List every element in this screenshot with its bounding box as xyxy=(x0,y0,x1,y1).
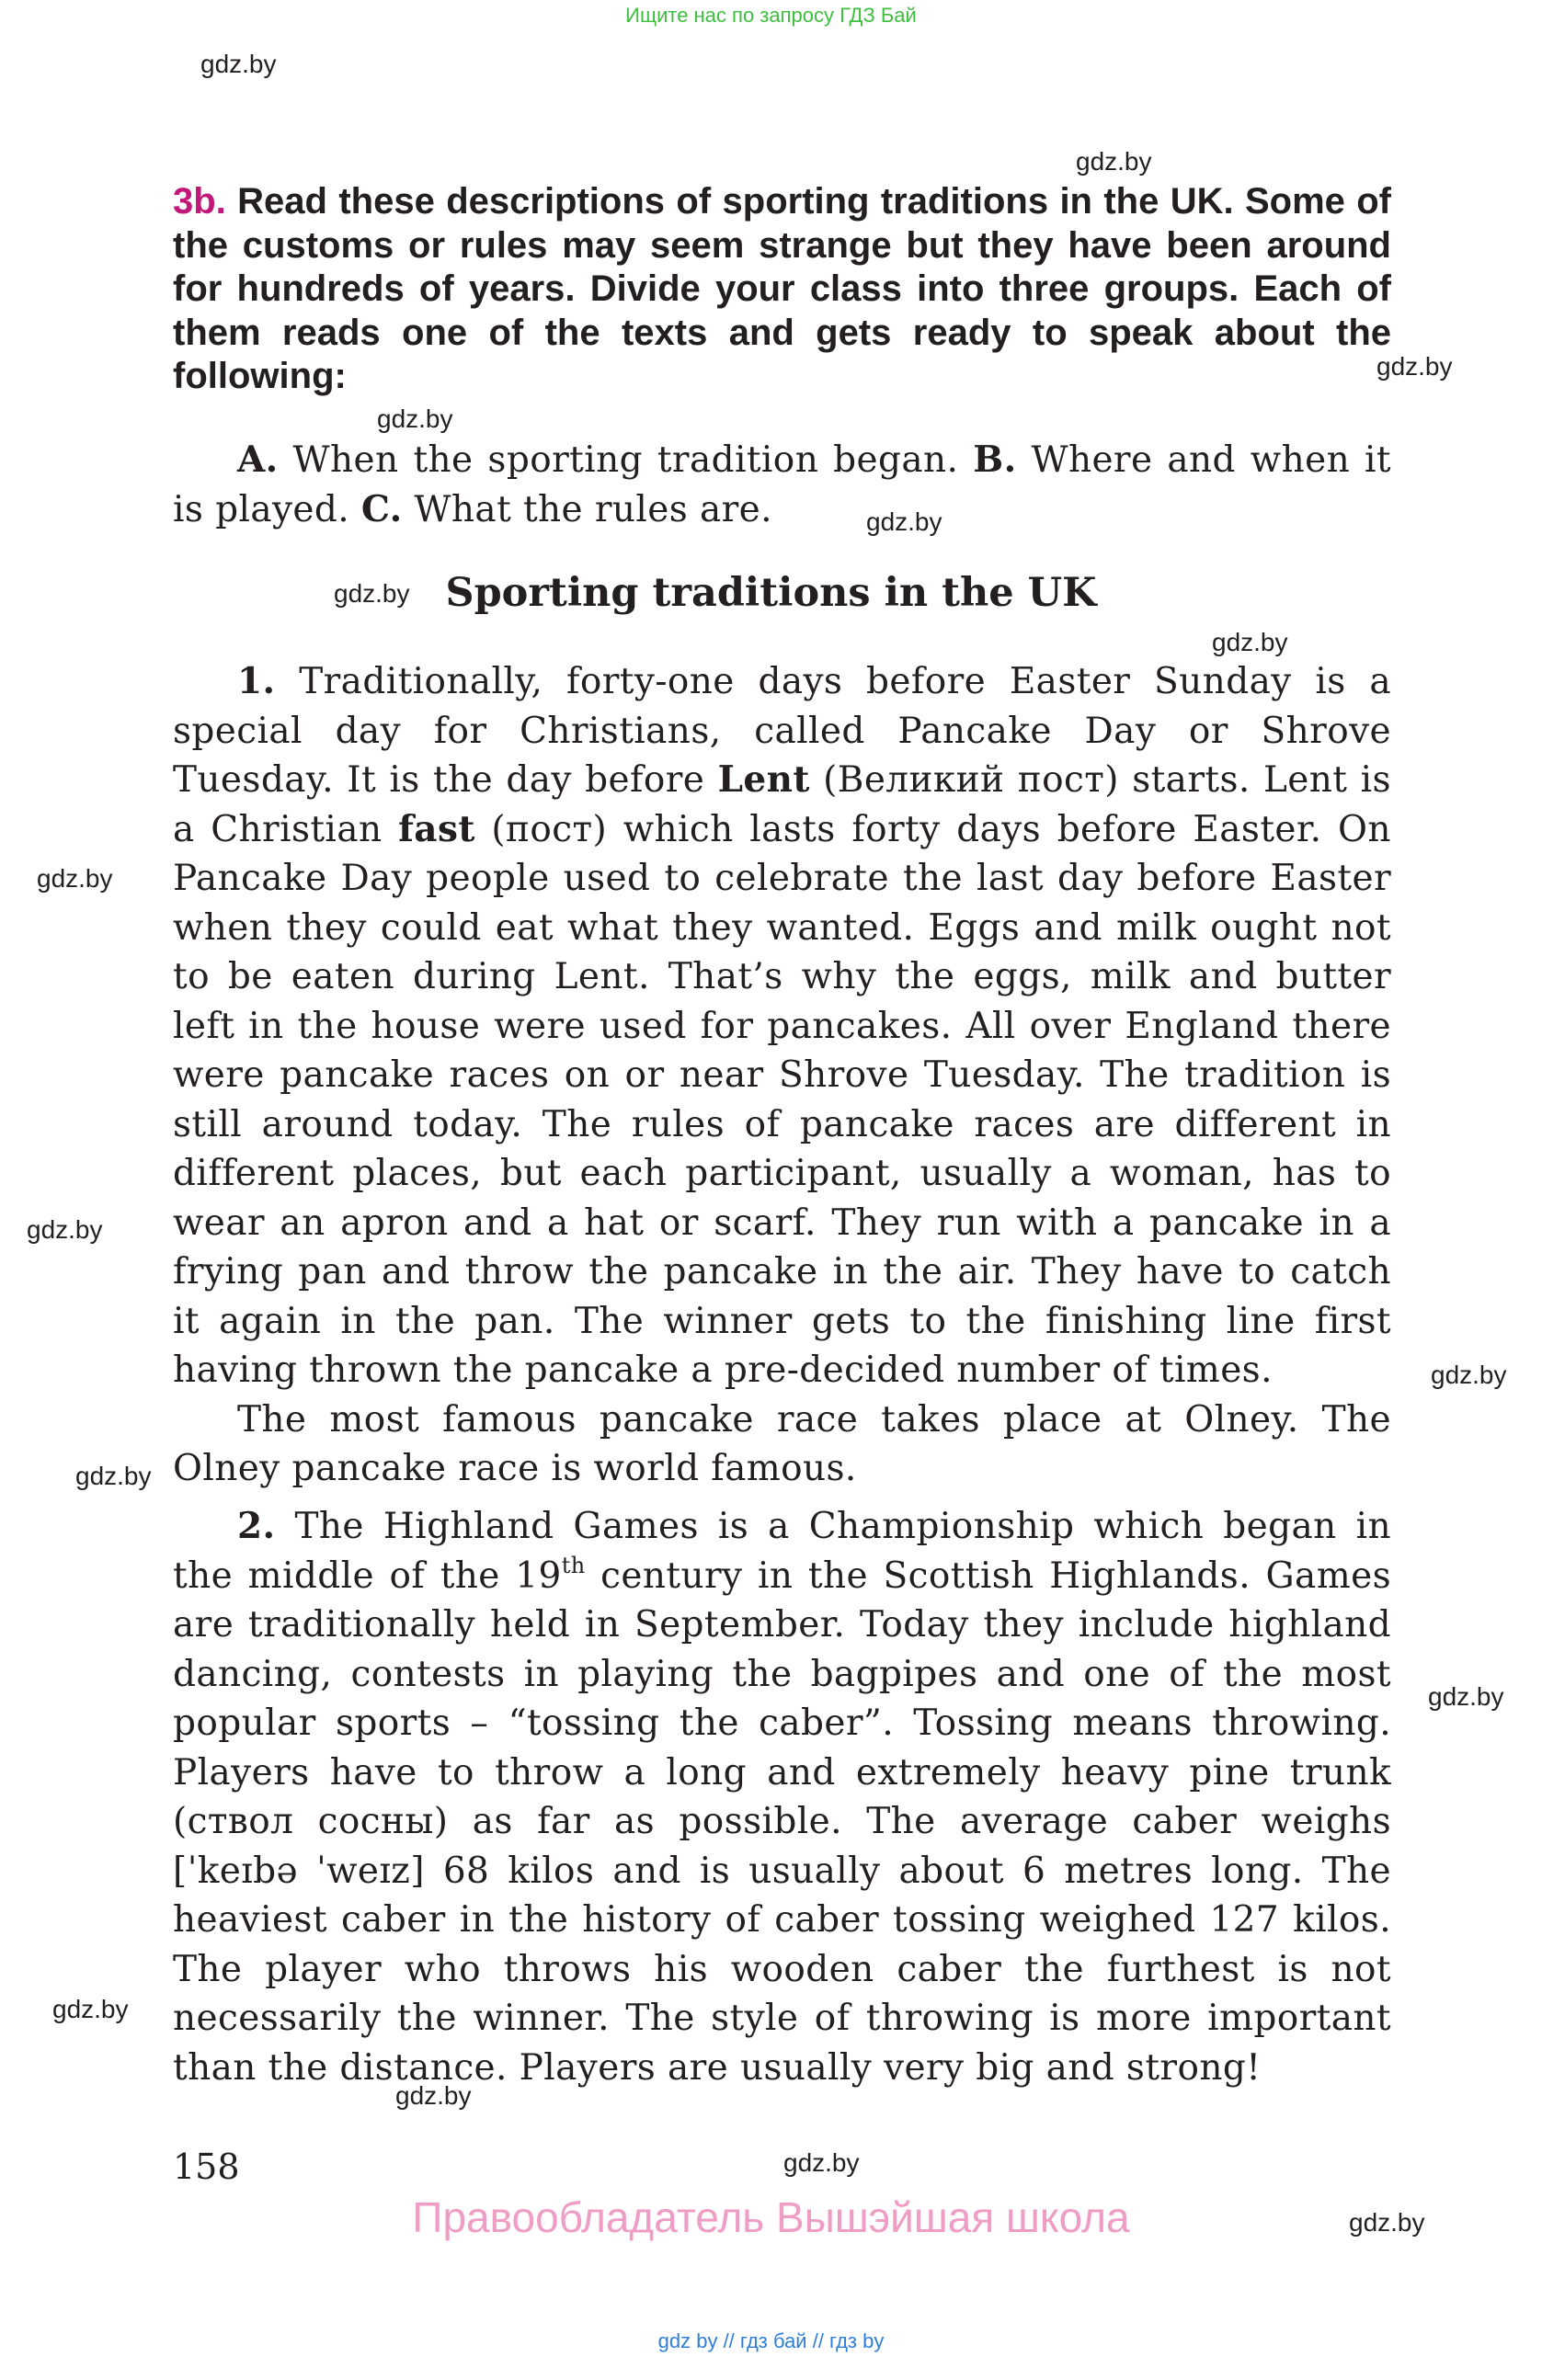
footer-links[interactable]: gdz by // гдз бай // гдз by xyxy=(657,2329,885,2352)
question-c-label: C. xyxy=(360,487,403,530)
translation-fast: (пост) xyxy=(491,808,608,850)
watermark: gdz.by xyxy=(1076,147,1152,176)
superscript-th: th xyxy=(561,1552,586,1578)
text-2-part: century in the Scottish Highlands. Games are traditionally held in September. Today they include highland dancing, contests in playing the bagpipes and one of the most popular sports – “tossing the caber”. Tossing means throwing. Players have to throw a long and extremely heavy pine trunk xyxy=(173,1554,1391,1794)
term-fast: fast xyxy=(398,807,475,850)
question-a-label: A. xyxy=(237,438,279,481)
watermark: gdz.by xyxy=(27,1215,103,1244)
watermark: gdz.by xyxy=(200,50,277,78)
watermark: gdz.by xyxy=(395,2081,472,2110)
watermark: gdz.by xyxy=(1428,1682,1504,1711)
watermark: gdz.by xyxy=(1376,352,1453,381)
task-questions xyxy=(173,436,1391,534)
watermark: gdz.by xyxy=(866,507,942,536)
text-2 xyxy=(173,1502,1391,2092)
watermark: gdz.by xyxy=(1349,2208,1425,2237)
text-1-part: Traditionally, forty-one days before Easter Sunday is a special day for Christians, called Pancake Day or Shrove Tuesday. It is the day before xyxy=(173,661,1391,801)
watermark: gdz.by xyxy=(52,1995,129,2023)
text-1-part: which lasts forty days before Easter. On Pancake Day people used to celebrate the last day before Easter when they could eat what they wanted. Eggs and milk ought not to be eaten during Lent. That’s why the eggs, milk and butter left in the house were used for pancakes. All over England there were pancake races on or near Shrove Tuesday. The tradition is still around today. The rules of pancake races are different in different places, but each participant, usually a woman, has to wear an apron and a hat or scarf. They run with a pancake in a frying pan and throw the pancake in the air. They have to catch it again in the pan. The winner gets to the finishing line first having thrown the pancake a pre-decided number of times. xyxy=(173,808,1391,1391)
term-lent: Lent xyxy=(717,758,810,801)
task-number: 3b. xyxy=(173,181,226,222)
question-b-label: B. xyxy=(973,438,1017,481)
translation-pine-trunk: (ствол сосны) xyxy=(173,1801,449,1842)
question-c-text: What the rules are. xyxy=(414,488,772,530)
watermark: gdz.by xyxy=(377,404,453,433)
text-1-paragraph-2: The most famous pancake race takes place at Olney. The Olney pancake race is world famous. xyxy=(173,1398,1391,1489)
text-1-number: 1. xyxy=(237,660,276,702)
watermark: gdz.by xyxy=(783,2148,860,2177)
top-banner-link[interactable]: Ищите нас по запросу ГДЗ Бай xyxy=(625,4,917,27)
watermark: gdz.by xyxy=(1212,628,1288,656)
watermark: gdz.by xyxy=(334,579,410,608)
text-2-part: as far as possible. The average caber weighs [ˈkeɪbə ˈweɪz] 68 kilos and is usually about 6 metres long. The heaviest caber in the history of caber tossing weighed 127 kilos. The player who throws his wooden caber the furthest is not necessarily the winner. The style of throwing is more important than the distance. Players are usually very big and strong! xyxy=(173,1801,1391,2089)
task-text: Read these descriptions of sporting traditions in the UK. Some of the customs or rules may seem strange but they have been around for hundreds of years. Divide your class into three groups. Each of them reads one of the texts and gets ready to speak about the following: xyxy=(173,181,1392,396)
question-a-text: When the sporting tradition began. xyxy=(292,439,959,481)
watermark: gdz.by xyxy=(75,1462,152,1490)
text-2-number: 2. xyxy=(237,1505,276,1547)
translation-lent: (Великий пост) xyxy=(823,759,1119,801)
text-1-part: starts. Lent is a Christian xyxy=(173,759,1391,850)
task-instruction xyxy=(173,180,1391,399)
section-heading: Sporting traditions in the UK xyxy=(445,570,1097,616)
watermark: gdz.by xyxy=(1431,1361,1507,1389)
watermark: gdz.by xyxy=(37,864,113,893)
copyright-notice: Правообладатель Вышэйшая школа xyxy=(412,2193,1130,2241)
text-1 xyxy=(173,657,1391,1494)
page-number: 158 xyxy=(173,2147,240,2187)
text-2-part: The Highland Games is a Championship which began in the middle of the 19 xyxy=(173,1506,1391,1597)
question-b-text: Where and when it is played. xyxy=(173,439,1391,530)
